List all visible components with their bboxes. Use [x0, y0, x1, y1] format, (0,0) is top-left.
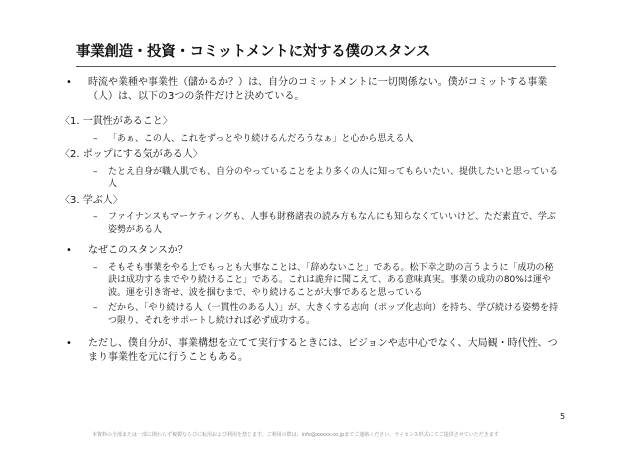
intro-bullet — [60, 76, 560, 103]
why-detail — [60, 302, 560, 327]
dash-marker: – — [93, 133, 98, 144]
condition-detail-text: ファイナンスもマーケティングも、人事も財務諸表の読み方もなんにも知らなくていいけど、ただ素直で、学ぶ姿勢がある人 — [108, 212, 556, 235]
dash-marker: – — [93, 212, 98, 222]
slide-title: 事業創造・投資・コミットメントに対する僕のスタンス — [76, 44, 431, 60]
bullet-marker: • — [66, 338, 72, 349]
dash-marker: – — [93, 303, 98, 313]
condition-heading: 〈1. 一貫性があること〉 — [60, 116, 173, 127]
slide-body — [60, 76, 560, 376]
dash-marker: – — [93, 166, 98, 177]
intro-text: 時流や業種や事業性（儲かるか？）は、自分のコミットメントに一切関係ない。僕がコミットする事業（人）は、以下の3つの条件だけと決めている。 — [88, 77, 548, 102]
condition-3 — [60, 194, 560, 237]
condition-2 — [60, 148, 560, 191]
title-divider — [76, 66, 556, 67]
condition-heading: 〈3. 学ぶ人〉 — [60, 194, 123, 206]
why-bullet — [60, 244, 560, 258]
page-number: 5 — [560, 412, 566, 421]
dash-marker: – — [93, 262, 98, 273]
condition-detail-text: 「あぁ、この人、これをずっとやり続けるんだろうなぁ」と心から思える人 — [108, 133, 414, 144]
condition-detail — [60, 211, 560, 236]
condition-heading: 〈2. ポップにする気がある人〉 — [60, 149, 203, 160]
condition-detail — [60, 166, 560, 191]
bullet-marker: • — [66, 245, 72, 256]
condition-detail — [60, 133, 560, 146]
condition-1 — [60, 115, 560, 145]
closing-bullet — [60, 337, 560, 364]
why-detail-text: だから、「やり続ける人（一貫性のある人）」が、大きくする志向（ポップ化志向）を持ち、学び続ける姿勢を持つ限り、それをサポートし続ければ必ず成功する。 — [108, 303, 559, 326]
why-detail — [60, 262, 560, 300]
condition-detail-text: たとえ自身が職人肌でも、自分のやっていることをより多くの人に知ってもらいたい、提供したいと思っている人 — [108, 166, 559, 189]
why-text: なぜこのスタンスか？ — [88, 245, 188, 256]
bullet-marker: • — [66, 77, 72, 88]
footer-disclaimer: 本資料の全部または一部に関わらず複製ならびに転用および利用を禁じます。ご利用の際は、info@xxxxx.co.jpまでご連絡ください。ライセンス形式にてご提供させていただきます — [92, 432, 499, 438]
why-detail-text: そもそも事業をやる上でもっとも大事なことは、「辞めないこと」である。松下幸之助の言うように「成功の秘訣は成功するまでやり続けること」である。これは詭弁に聞こえて、ある意味真実。事業の成功の80%は運や波。運を引き寄せ、波を掴むまで、やり続けることが大事であると思っている — [108, 262, 554, 298]
closing-text: ただし、僕自分が、事業構想を立てて実行するときには、ビジョンや志中心でなく、大局観・時代性、つまり事業性を元に行うこともある。 — [88, 338, 558, 363]
